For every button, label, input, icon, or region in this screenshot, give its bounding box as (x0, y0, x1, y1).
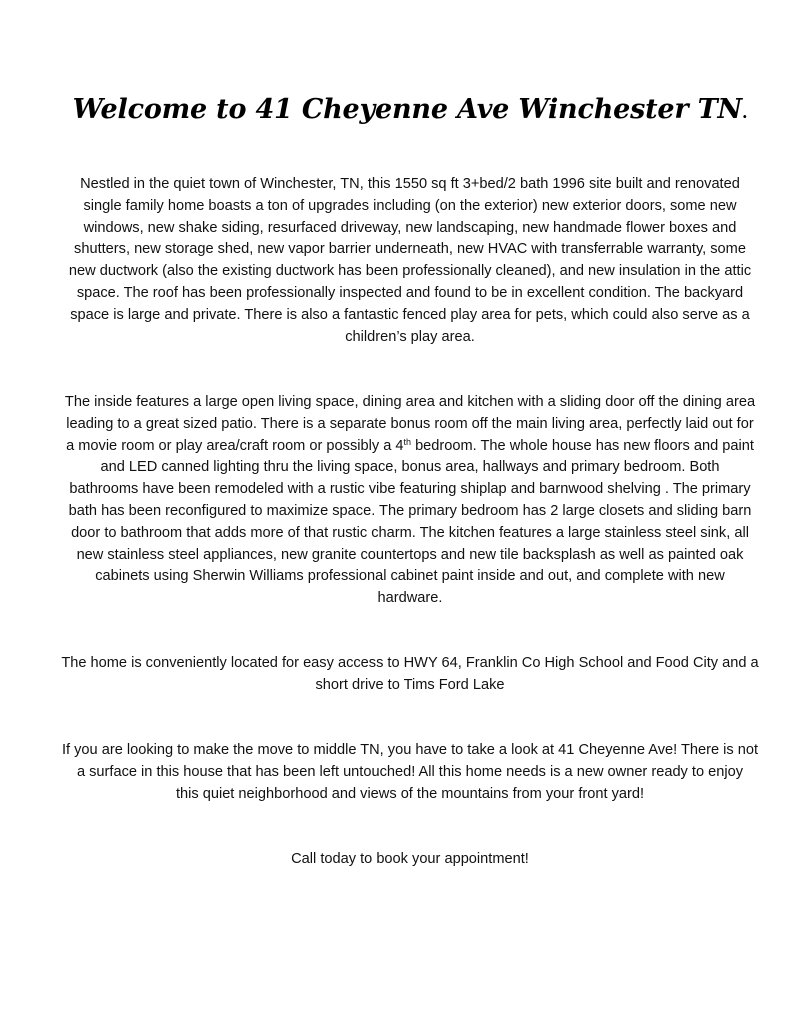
text-segment: a movie room or play area/craft room or possibly a 4 (66, 437, 404, 454)
paragraph-exterior-upgrades (57, 174, 763, 348)
text-line: cabinets using Sherwin Williams professional cabinet paint inside and out, and complete with new (95, 568, 725, 585)
text-line: hardware. (377, 590, 443, 607)
text-line: shutters, new storage shed, new vapor barrier underneath, new HVAC with transferrable warranty, some (74, 241, 746, 258)
text-line: Call today to book your appointment! (291, 851, 529, 867)
text-line: space. The roof has been professionally inspected and found to be in excellent condition. The backyard (76, 284, 744, 301)
text-line: door to bathroom that adds more of that rustic charm. The kitchen features a large stainless steel sink, all (71, 524, 749, 541)
text-line: Nestled in the quiet town of Winchester, TN, this 1550 sq ft 3+bed/2 bath 1996 site built and renovated (80, 176, 740, 192)
text-segment: bedroom. The whole house has new floors and paint (411, 437, 754, 454)
text-line (57, 436, 763, 458)
paragraph-location (57, 653, 763, 697)
title-text: Welcome to 41 Cheyenne Ave Winchester TN (72, 94, 742, 125)
text-line: The home is conveniently located for easy access to HWY 64, Franklin Co High School and Food City and a (61, 655, 759, 671)
page-title (60, 92, 760, 131)
text-line: short drive to Tims Ford Lake (315, 676, 505, 693)
text-line: this quiet neighborhood and views of the mountains from your front yard! (175, 785, 645, 802)
text-line: The inside features a large open living space, dining area and kitchen with a sliding door off the dining area (64, 394, 756, 410)
text-line: new ductwork (also the existing ductwork has been professionally cleaned), and new insulation in the attic (68, 263, 752, 280)
text-line: and LED canned lighting thru the living space, bonus area, hallways and primary bedroom. Both (100, 459, 720, 476)
text-line: single family home boasts a ton of upgrades including (on the exterior) new exterior doors, some new (83, 197, 737, 214)
paragraph-interior-features (57, 392, 763, 610)
text-line: leading to a great sized patio. There is a separate bonus room off the main living area, perfectly laid out for (66, 415, 754, 432)
text-line: If you are looking to make the move to middle TN, you have to take a look at 41 Cheyenne Ave! There is not (61, 742, 759, 758)
text-line: bath has been reconfigured to maximize space. The primary bedroom has 2 large closets and sliding barn (68, 502, 752, 519)
text-line: children’s play area. (345, 328, 475, 345)
paragraph-closing-pitch (57, 740, 763, 805)
text-line: windows, new shake siding, resurfaced driveway, new landscaping, new handmade flower boxes and (83, 219, 737, 236)
text-line: a surface in this house that has been left untouched! All this home needs is a new owner ready to enjoy (76, 763, 744, 780)
text-line: space is large and private. There is also a fantastic fenced play area for pets, which could also serve as a (70, 306, 750, 323)
title-period: . (742, 103, 748, 122)
ordinal-superscript: th (403, 436, 412, 447)
text-line: bathrooms have been remodeled with a rustic vibe featuring shiplap and barnwood shelving . The primary (69, 481, 751, 498)
call-to-action (57, 849, 763, 871)
text-line: new stainless steel appliances, new granite countertops and new tile backsplash as well as painted oak (76, 546, 744, 563)
